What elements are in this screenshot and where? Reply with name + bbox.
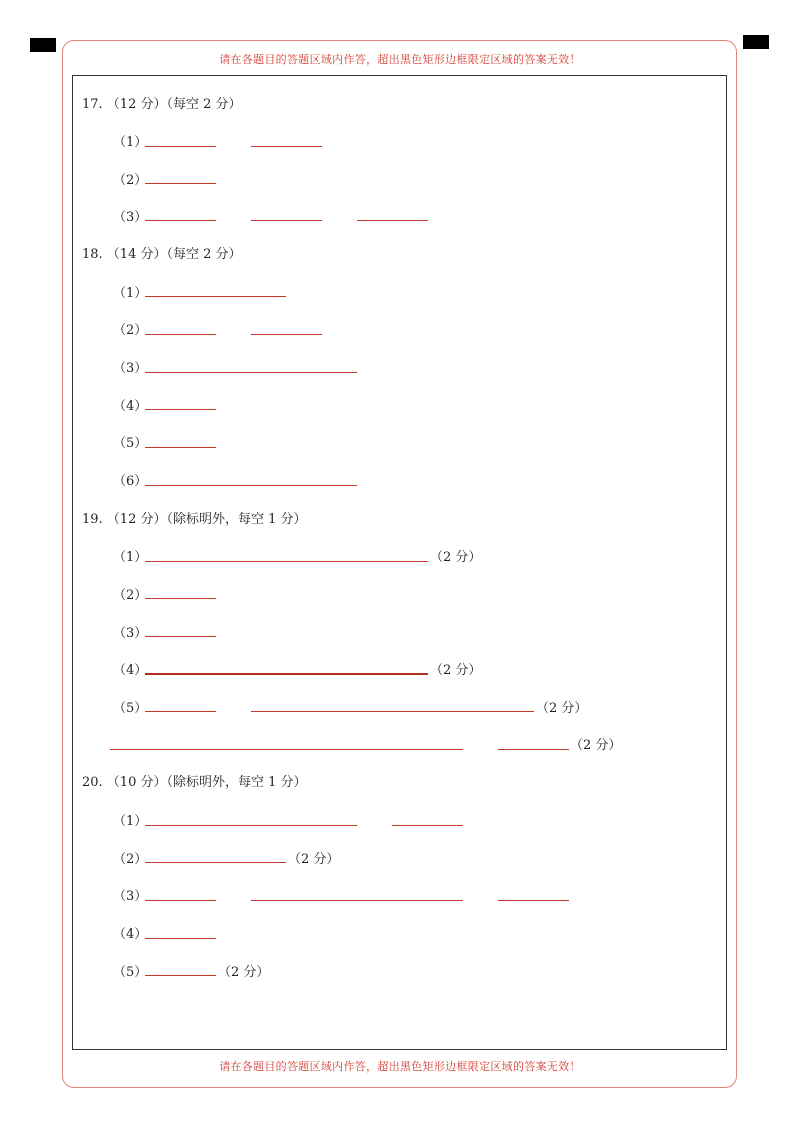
q18-label-4: （4） — [113, 399, 148, 414]
q20-label-5: （5） — [113, 965, 148, 980]
q19-4-blank-a[interactable] — [145, 673, 428, 675]
question-17-heading: 17. （12 分）（每空 2 分） — [82, 97, 242, 112]
q19-label-2: （2） — [113, 588, 148, 603]
alignment-marker-left — [30, 38, 56, 52]
q20-label-2: （2） — [113, 852, 148, 867]
alignment-marker-right — [743, 35, 769, 49]
q20-5-points: （2 分） — [218, 965, 270, 980]
q20-label-4: （4） — [113, 927, 148, 942]
q19-6-blank-a[interactable] — [110, 749, 463, 750]
q19-5-blank-a[interactable] — [145, 711, 216, 712]
footer-notice: 请在各题目的答题区域内作答，超出黑色矩形边框限定区域的答案无效！ — [219, 1060, 581, 1073]
q20-4-blank-a[interactable] — [145, 938, 216, 939]
q19-6-blank-b[interactable] — [498, 749, 569, 750]
header-notice: 请在各题目的答题区域内作答，超出黑色矩形边框限定区域的答案无效！ — [219, 53, 581, 66]
q19-1-blank-a[interactable] — [145, 561, 428, 562]
q18-label-2: （2） — [113, 323, 148, 338]
q18-label-3: （3） — [113, 361, 148, 376]
q17-label-1: （1） — [113, 135, 148, 150]
q19-5-points: （2 分） — [536, 701, 588, 716]
q17-label-3: （3） — [113, 210, 148, 225]
q17-3-blank-c[interactable] — [357, 220, 428, 221]
question-18-heading: 18. （14 分）（每空 2 分） — [82, 247, 242, 262]
q19-label-3: （3） — [113, 626, 148, 641]
q20-2-points: （2 分） — [288, 852, 340, 867]
q19-3-blank-a[interactable] — [145, 636, 216, 637]
q18-1-blank-a[interactable] — [145, 296, 286, 297]
q20-3-blank-b[interactable] — [251, 900, 463, 901]
q19-2-blank-a[interactable] — [145, 598, 216, 599]
q19-4-points: （2 分） — [430, 663, 482, 678]
q18-label-6: （6） — [113, 474, 148, 489]
q20-2-blank-a[interactable] — [145, 862, 286, 863]
q19-1-points: （2 分） — [430, 550, 482, 565]
q18-4-blank-a[interactable] — [145, 409, 216, 410]
q17-1-blank-b[interactable] — [251, 146, 322, 147]
q20-5-blank-a[interactable] — [145, 975, 216, 976]
q20-1-blank-a[interactable] — [145, 825, 357, 826]
q17-1-blank-a[interactable] — [145, 146, 216, 147]
q19-label-1: （1） — [113, 550, 148, 565]
q18-label-5: （5） — [113, 436, 148, 451]
q17-3-blank-a[interactable] — [145, 220, 216, 221]
q20-3-blank-a[interactable] — [145, 900, 216, 901]
q19-label-5: （5） — [113, 701, 148, 716]
q19-label-4: （4） — [113, 663, 148, 678]
q18-6-blank-a[interactable] — [145, 485, 357, 486]
q20-1-blank-b[interactable] — [392, 825, 463, 826]
q20-3-blank-c[interactable] — [498, 900, 569, 901]
q20-label-3: （3） — [113, 889, 148, 904]
answer-box — [72, 75, 727, 1050]
question-20-heading: 20. （10 分）（除标明外，每空 1 分） — [82, 775, 307, 790]
q18-3-blank-a[interactable] — [145, 372, 357, 373]
q17-2-blank-a[interactable] — [145, 183, 216, 184]
q18-2-blank-a[interactable] — [145, 334, 216, 335]
q19-6-points: （2 分） — [570, 738, 622, 753]
q20-label-1: （1） — [113, 814, 148, 829]
q18-label-1: （1） — [113, 286, 148, 301]
q17-3-blank-b[interactable] — [251, 220, 322, 221]
q17-label-2: （2） — [113, 173, 148, 188]
q18-5-blank-a[interactable] — [145, 447, 216, 448]
q18-2-blank-b[interactable] — [251, 334, 322, 335]
question-19-heading: 19. （12 分）（除标明外，每空 1 分） — [82, 512, 307, 527]
q19-5-blank-b[interactable] — [251, 711, 534, 712]
